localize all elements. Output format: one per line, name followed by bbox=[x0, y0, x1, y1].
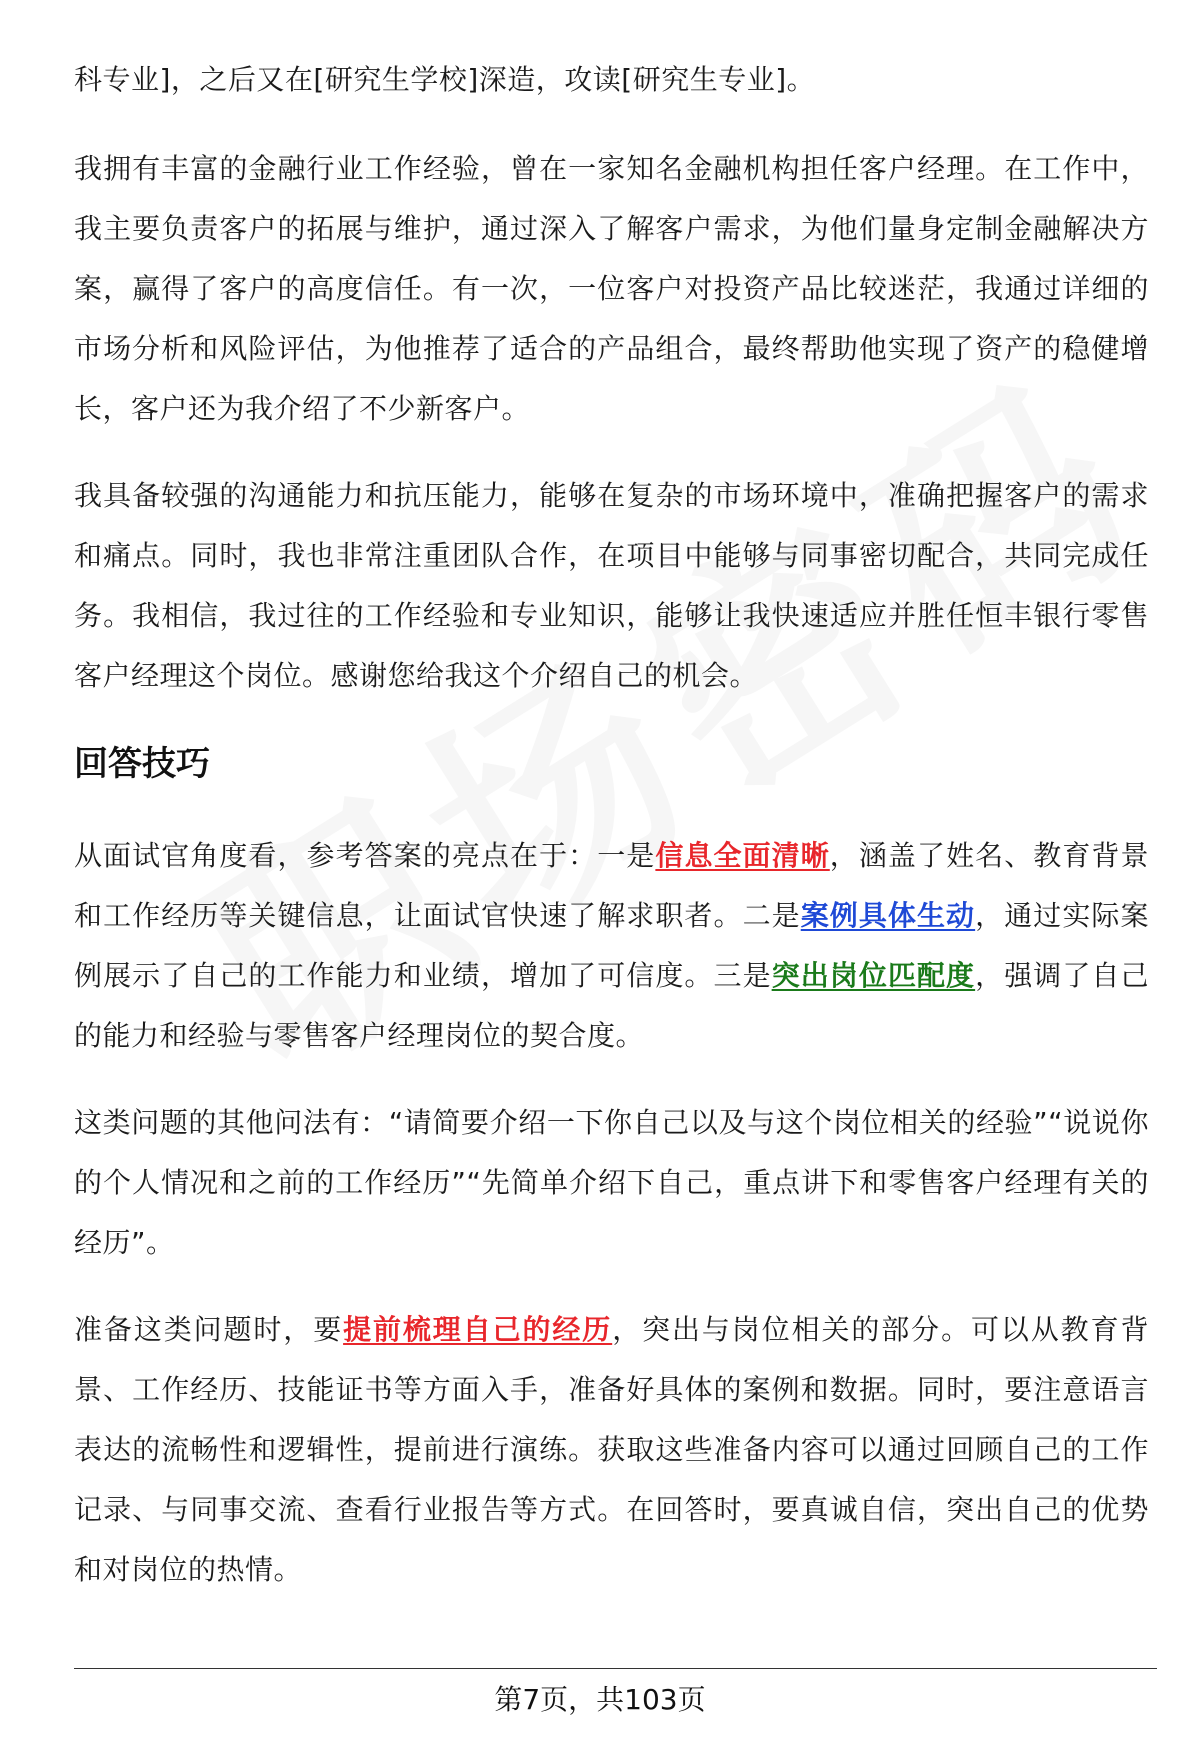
other-question-3: “先简单介绍下自己，重点讲下和零售客户经理有关的经历” bbox=[74, 1166, 1149, 1259]
other-questions-intro: 这类问题的其他问法有： bbox=[74, 1106, 389, 1139]
other-question-2: “说说你的个人情况和之前的工作经历” bbox=[74, 1106, 1149, 1199]
other-questions-end: 。 bbox=[146, 1226, 175, 1259]
page-content bbox=[74, 50, 1149, 1627]
highlight-case-vivid: 案例具体生动 bbox=[800, 899, 976, 932]
page-number: 第7页，共103页 bbox=[494, 1683, 706, 1716]
tips-text-2: ，涵盖了姓名、教育背景和工作经历等关键信息，让面试官快速了解求职者。二是 bbox=[74, 839, 1149, 932]
other-question-1: “请简要介绍一下你自己以及与这个岗位相关的经验” bbox=[388, 1106, 1049, 1139]
intro-paragraph bbox=[74, 50, 1149, 110]
experience-paragraph: 我拥有丰富的金融行业工作经验，曾在一家知名金融机构担任客户经理。在工作中，我主要负责客户的拓展与维护，通过深入了解客户需求，为他们量身定制金融解决方案，赢得了客户的高度信任。有一次，一位客户对投资产品比较迷茫，我通过详细的市场分析和风险评估，为他推荐了适合的产品组合，最终帮助他实现了资产的稳健增长，客户还为我介绍了不少新客户。 bbox=[74, 152, 1149, 425]
intro-text: 科专业]，之后又在[研究生学校]深造，攻读[研究生专业]。 bbox=[74, 63, 816, 96]
prepare-text-2: ，突出与岗位相关的部分。可以从教育背景、工作经历、技能证书等方面入手，准备好具体的案例和数据。同时，要注意语言表达的流畅性和逻辑性，提前进行演练。获取这些准备内容可以通过回顾自己的工作记录、与同事交流、查看行业报告等方式。在回答时，要真诚自信，突出自己的优势和对岗位的热情。 bbox=[74, 1313, 1149, 1586]
tips-text-1: 从面试官角度看，参考答案的亮点在于：一是 bbox=[74, 839, 656, 872]
tips-text-4: ，强调了自己的能力和经验与零售客户经理岗位的契合度。 bbox=[74, 959, 1149, 1052]
tips-text-3: ，通过实际案例展示了自己的工作能力和业绩，增加了可信度。三是 bbox=[74, 899, 1149, 992]
tips-paragraph bbox=[74, 826, 1149, 1066]
highlight-job-match: 突出岗位匹配度 bbox=[771, 959, 976, 992]
ability-paragraph: 我具备较强的沟通能力和抗压能力，能够在复杂的市场环境中，准确把握客户的需求和痛点。同时，我也非常注重团队合作，在项目中能够与同事密切配合，共同完成任务。我相信，我过往的工作经验和专业知识，能够让我快速适应并胜任恒丰银行零售客户经理这个岗位。感谢您给我这个介绍自己的机会。 bbox=[74, 479, 1149, 692]
prepare-paragraph bbox=[74, 1300, 1149, 1600]
prepare-text-1: 准备这类问题时，要 bbox=[74, 1313, 344, 1346]
footer-divider bbox=[74, 1668, 1157, 1669]
highlight-sort-experience: 提前梳理自己的经历 bbox=[343, 1313, 613, 1346]
other-questions-paragraph bbox=[74, 1093, 1149, 1273]
section-title: 回答技巧 bbox=[74, 744, 210, 784]
highlight-info-complete: 信息全面清晰 bbox=[655, 839, 830, 872]
